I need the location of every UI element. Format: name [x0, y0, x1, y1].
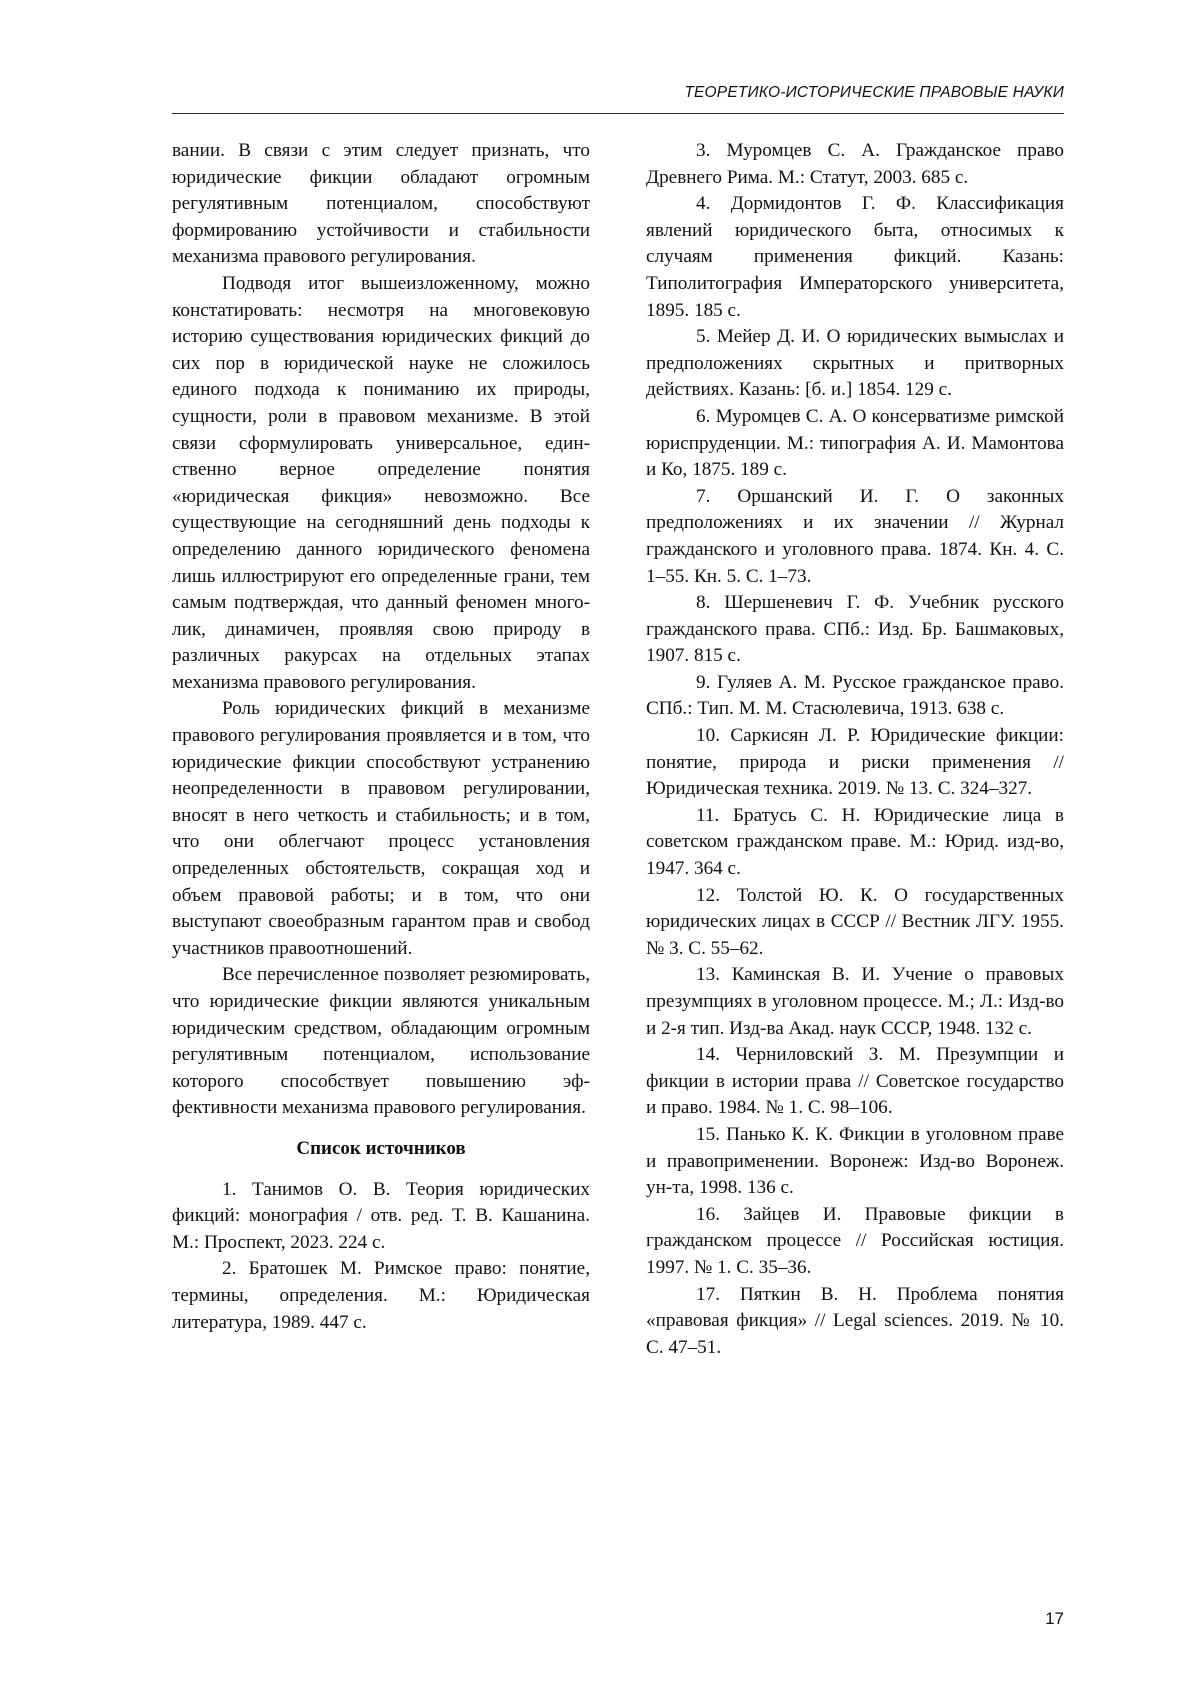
reference-item: 9. Гуляев А. М. Русское гражданское право. СПб.: Тип. М. М. Стасюлевича, 1913. 638 с.	[646, 671, 1064, 720]
reference-item: 4. Дормидонтов Г. Ф. Классификация явлений юридического быта, относимых к случаям применения фикций. Казань: Типолитография Императорского университета, 1895. 185 с.	[646, 193, 1064, 321]
reference-item: 2. Братошек М. Римское право: понятие, термины, определения. М.: Юридическая литература, 1989. 447 с.	[172, 1258, 590, 1333]
reference-item: 15. Панько К. К. Фикции в уголовном праве и правоприменении. Воронеж: Изд-во Воронеж. ун-та, 1998. 136 с.	[646, 1123, 1064, 1199]
reference-item: 17. Пяткин В. Н. Проблема понятия «правовая фикция» // Legal sciences. 2019. № 10. С. 47–51.	[646, 1283, 1064, 1358]
reference-item: 3. Муромцев С. А. Гражданское право Древнего Рима. М.: Статут, 2003. 685 с.	[646, 140, 1064, 188]
running-header: ТЕОРЕТИКО-ИСТОРИЧЕСКИЕ ПРАВОВЫЕ НАУКИ	[684, 84, 1064, 101]
reference-item: 7. Оршанский И. Г. О законных предположениях и их значении // Журнал гражданского и уголовного права. 1874. Кн. 4. С. 1–55. Кн. 5. С. 1–73.	[646, 485, 1064, 587]
reference-item: 6. Муромцев С. А. О консерватизме римской юриспруденции. М.: типография А. И. Мамонтова и Ко, 1875. 189 с.	[646, 405, 1064, 481]
page-number: 17	[1045, 1609, 1064, 1628]
body-paragraph: Роль юридических фикций в механизме правового регулирования проявляется и в том, что юридические фикции способствуют устранению неопределенности в правовом регулировании, вносят в него четкость и стабильность; и в том, что они облегчают процесс установления определенных обстоятельств, сокращая ход и объем правовой работы; и в том, что они выступают своеобразным гарантом прав и свобод участников правоотношений.	[172, 698, 590, 959]
body-paragraph: Подводя итог вышеизложенному, можно констатировать: несмотря на многовековую историю существования юридических фикций до сих пор в юридической науке не сложилось единого подхода к пониманию их природы, сущности, роли в правовом механизме. В этой связи сформулировать универсальное, единственно верное определение понятия «юридическая фикция» невозможно. Все существующие на сегодняшний день подходы к определению данного юридического феномена лишь иллюстрируют его определенные грани, тем самым подтверждая, что данный феномен многолик, динамичен, проявляя свою природу в различных ракурсах на отдельных этапах механизма правового регулирования.	[172, 272, 590, 693]
reference-item: 11. Братусь С. Н. Юридические лица в советском гражданском праве. М.: Юрид. изд-во, 1947. 364 с.	[646, 804, 1064, 880]
reference-item: 12. Толстой Ю. К. О государственных юридических лицах в СССР // Вестник ЛГУ. 1955. № 3. С. 55–62.	[646, 884, 1064, 959]
body-paragraph: Все перечисленное позволяет резюмировать, что юридические фикции являются уникальным юридическим средством, обладающим огромным регулятивным потенциалом, использование которого способствует повышению эффективности механизма правового регулирования.	[172, 964, 590, 1119]
reference-item: 14. Черниловский З. М. Презумпции и фикции в истории права // Советское государство и право. 1984. № 1. С. 98–106.	[646, 1044, 1064, 1119]
reference-item: 13. Каминская В. И. Учение о правовых презумпциях в уголовном процессе. М.; Л.: Изд-во и 2-я тип. Изд-ва Акад. наук СССР, 1948. 132 с.	[646, 964, 1064, 1039]
references-heading: Список источников	[296, 1137, 466, 1159]
right-column	[646, 138, 1064, 1361]
header-rule	[172, 113, 1064, 114]
reference-item: 10. Саркисян Л. Р. Юридические фикции: понятие, природа и риски применения // Юридическая техника. 2019. № 13. С. 324–327.	[646, 725, 1064, 800]
left-column	[172, 138, 590, 1336]
reference-item: 1. Танимов О. В. Теория юридических фикций: монография / отв. ред. Т. В. Кашанина. М.: Проспект, 2023. 224 с.	[172, 1178, 590, 1253]
reference-item: 5. Мейер Д. И. О юридических вымыслах и предположениях скрытных и притворных действиях. Казань: [б. и.] 1854. 129 с.	[646, 326, 1064, 401]
reference-item: 16. Зайцев И. Правовые фикции в гражданском процессе // Российская юстиция. 1997. № 1. С. 35–36.	[646, 1203, 1064, 1278]
body-paragraph-continued: вании. В связи с этим следует признать, что юридические фикции обладают огромным регулятивным потенциалом, способствуют формированию устойчивости и стабильности механизма правового регулирования.	[172, 140, 590, 268]
reference-item: 8. Шершеневич Г. Ф. Учебник русского гражданского права. СПб.: Изд. Бр. Башмаковых, 1907. 815 с.	[646, 592, 1064, 667]
